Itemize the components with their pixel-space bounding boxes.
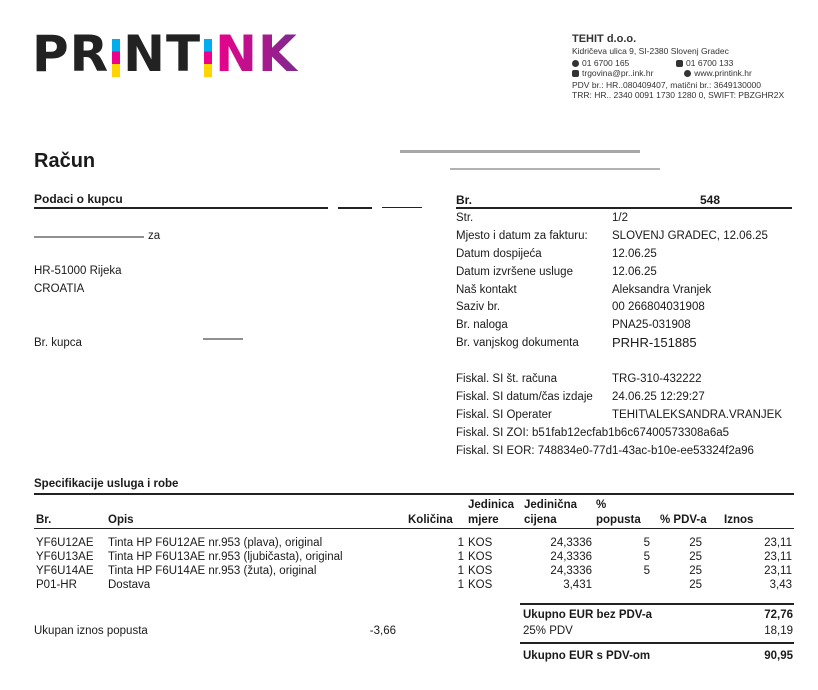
gross-total-label: Ukupno EUR s PDV-om (523, 650, 651, 662)
company-pdv: PDV br.: HR..080409407, matični br.: 3649130000 (572, 80, 762, 90)
table-row (34, 564, 794, 578)
net-total-value: 72,76 (764, 609, 793, 621)
cell-kol: 1 (457, 537, 464, 549)
detail-label: Br. vanjskog dokumenta (456, 337, 579, 349)
company-web[interactable]: www.printink.hr (694, 68, 752, 78)
divider (338, 207, 372, 209)
company-phone1: 01 6700 165 (582, 58, 630, 68)
detail-label: Datum dospijeća (456, 248, 542, 260)
cell-br: YF6U14AE (36, 565, 94, 577)
web-icon (684, 70, 691, 77)
col-br: Br. (36, 514, 52, 526)
cell-kol: 1 (457, 551, 464, 563)
cell-cijena: 24,3336 (550, 565, 592, 577)
discount-label: Ukupan iznos popusta (34, 625, 148, 637)
table-row (34, 578, 794, 592)
divider (34, 493, 794, 495)
redacted-mark (34, 236, 144, 238)
fiscal-value: TRG-310-432222 (612, 373, 702, 385)
cell-jm: KOS (468, 565, 493, 577)
fax-icon (676, 60, 683, 67)
cell-jm: KOS (468, 551, 493, 563)
cell-jm: KOS (468, 537, 493, 549)
cell-pdv: 25 (689, 551, 702, 563)
redacted-mark (400, 150, 640, 153)
divider (520, 603, 794, 605)
invoice-number-label: Br. (456, 193, 473, 207)
vat-label: 25% PDV (523, 625, 573, 637)
cell-iznos: 23,11 (764, 565, 792, 577)
table-row (34, 550, 794, 564)
gross-total-value: 90,95 (764, 650, 793, 662)
cell-br: YF6U13AE (36, 551, 94, 563)
cell-jm: KOS (468, 579, 493, 591)
detail-value: 00 266804031908 (612, 301, 705, 313)
company-name: TEHIT d.o.o. (572, 33, 637, 45)
cell-kol: 1 (457, 579, 464, 591)
cell-opis: Tinta HP F6U12AE nr.953 (plava), original (108, 537, 323, 549)
buyer-city: HR-51000 Rijeka (34, 265, 122, 277)
redacted-mark (450, 168, 660, 170)
divider (520, 642, 794, 644)
company-address: Kidričeva ulica 9, SI-2380 Slovenj Gradec (572, 46, 729, 56)
fiscal-label: Fiskal. SI Operater (456, 409, 552, 421)
detail-value: PNA25-031908 (612, 319, 691, 331)
discount-value: -3,66 (369, 625, 396, 637)
col-popust: % popusta (596, 499, 641, 526)
detail-label: Str. (456, 212, 474, 224)
col-iznos: Iznos (724, 514, 754, 526)
detail-value: 12.06.25 (612, 266, 657, 278)
col-opis: Opis (108, 514, 134, 526)
items-table (34, 498, 794, 592)
detail-label: Mjesto i datum za fakturu: (456, 230, 588, 242)
cell-pdv: 25 (689, 579, 702, 591)
document-title: Račun (34, 150, 96, 172)
table-row (34, 536, 794, 550)
cell-opis: Tinta HP F6U14AE nr.953 (žuta), original (108, 565, 317, 577)
cell-popust: 5 (643, 551, 650, 563)
cell-pdv: 25 (689, 537, 702, 549)
vat-value: 18,19 (764, 625, 793, 637)
company-info (572, 33, 784, 100)
cell-popust: 5 (643, 537, 650, 549)
detail-label: Naš kontakt (456, 284, 517, 296)
fiscal-label: Fiskal. SI datum/čas izdaje (456, 391, 593, 403)
invoice-number-value: 548 (700, 193, 721, 207)
detail-value: 12.06.25 (612, 248, 657, 260)
fiscal-value: 24.06.25 12:29:27 (612, 391, 705, 403)
col-pdv: % PDV-a (660, 514, 707, 526)
detail-label: Saziv br. (456, 301, 501, 313)
email-icon (572, 70, 579, 77)
cell-iznos: 23,11 (764, 551, 792, 563)
cell-opis: Tinta HP F6U13AE nr.953 (ljubičasta), original (108, 551, 343, 563)
col-jedinica: Jedinica mjere (468, 499, 515, 526)
col-cijena: Jedinična cijena (524, 499, 578, 526)
detail-label: Br. naloga (456, 319, 508, 331)
divider (382, 207, 422, 208)
spec-title: Specifikacije usluga i robe (34, 478, 179, 490)
cell-iznos: 23,11 (764, 537, 792, 549)
cell-iznos: 3,43 (769, 579, 792, 591)
divider (456, 207, 792, 209)
redacted-mark (203, 338, 243, 340)
cell-cijena: 3,431 (563, 579, 592, 591)
fiscal-eor: Fiskal. SI EOR: 748834e0-77d1-43ac-b10e-ee53324f2a96 (456, 445, 754, 457)
cell-cijena: 24,3336 (550, 537, 592, 549)
buyer-name: za (148, 230, 161, 242)
phone-icon (572, 60, 579, 67)
buyer-section-title: Podaci o kupcu (34, 192, 123, 206)
buyer-number-label: Br. kupca (34, 337, 82, 349)
cell-kol: 1 (457, 565, 464, 577)
company-trr: TRR: HR.. 2340 0091 1730 1280 0, SWIFT: PBZGHR2X (572, 90, 785, 100)
printink-logo: PR NT NK (32, 25, 298, 83)
detail-value: SLOVENJ GRADEC, 12.06.25 (612, 230, 768, 242)
cell-popust: 5 (643, 565, 650, 577)
cell-cijena: 24,3336 (550, 551, 592, 563)
detail-label: Datum izvršene usluge (456, 266, 573, 278)
detail-value: 1/2 (612, 212, 628, 224)
detail-value: PRHR-151885 (612, 335, 697, 350)
company-email[interactable]: trgovina@pr..ink.hr (582, 68, 654, 78)
buyer-country: CROATIA (34, 283, 85, 295)
cell-popust (594, 578, 658, 592)
company-phone2: 01 6700 133 (686, 58, 734, 68)
fiscal-label: Fiskal. SI št. računa (456, 373, 557, 385)
fiscal-value: TEHIT\ALEKSANDRA.VRANJEK (612, 409, 782, 421)
cell-br: P01-HR (36, 579, 77, 591)
col-kolicina: Količina (408, 514, 453, 526)
fiscal-zoi: Fiskal. SI ZOI: b51fab12ecfab1b6c67400573308a6a5 (456, 427, 730, 439)
cell-pdv: 25 (689, 565, 702, 577)
cell-opis: Dostava (108, 579, 151, 591)
divider (34, 207, 328, 209)
net-total-label: Ukupno EUR bez PDV-a (523, 609, 653, 621)
detail-value: Aleksandra Vranjek (612, 284, 712, 296)
cell-br: YF6U12AE (36, 537, 94, 549)
